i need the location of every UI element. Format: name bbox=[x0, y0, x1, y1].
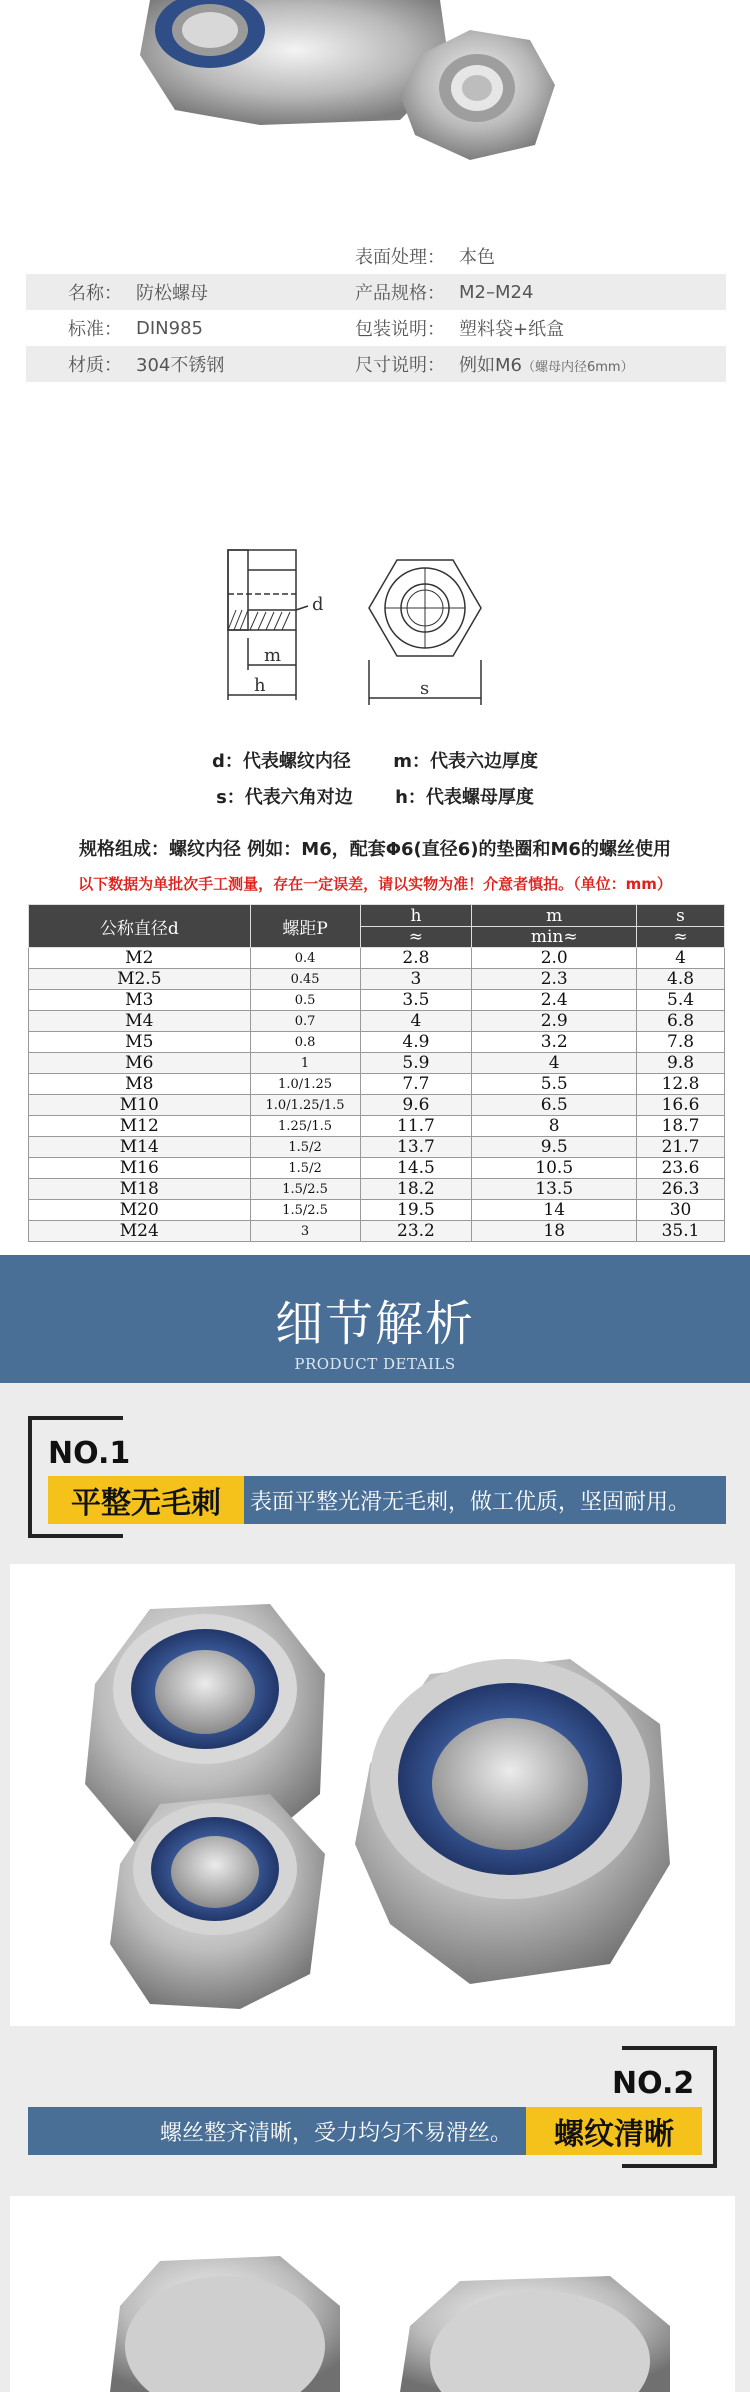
dimension-diagram bbox=[200, 530, 560, 730]
spec-value: 304不锈钢 bbox=[136, 355, 225, 376]
cell-s: 6.8 bbox=[637, 1011, 725, 1032]
cell-m: 2.0 bbox=[472, 948, 637, 969]
spec-key: 包装说明： bbox=[355, 319, 445, 340]
table-row bbox=[29, 1095, 725, 1116]
header-m: m bbox=[472, 905, 637, 927]
spec-value-text: 本色 bbox=[459, 247, 495, 268]
header-s-sub: ≈ bbox=[637, 927, 725, 948]
cell-h: 5.9 bbox=[360, 1053, 472, 1074]
header-diameter: 公称直径d bbox=[29, 905, 251, 948]
cell-pitch: 0.7 bbox=[250, 1011, 360, 1032]
cell-m: 9.5 bbox=[472, 1137, 637, 1158]
spec-value: DIN985 bbox=[136, 317, 203, 339]
cell-h: 14.5 bbox=[360, 1158, 472, 1179]
spec-value-text: 塑料袋+纸盒 bbox=[459, 319, 565, 340]
cell-m: 8 bbox=[472, 1116, 637, 1137]
cell-h: 7.7 bbox=[360, 1074, 472, 1095]
spec-key: 材质： bbox=[68, 355, 122, 376]
cell-m: 3.2 bbox=[472, 1032, 637, 1053]
legend-h: h：代表螺母厚度 bbox=[395, 787, 534, 808]
table-row bbox=[29, 1158, 725, 1179]
spec-value bbox=[459, 282, 719, 303]
spec-value bbox=[459, 243, 719, 269]
diagram-label-h: h bbox=[254, 675, 266, 696]
legend-row-1 bbox=[0, 747, 750, 773]
legend-row-2 bbox=[0, 783, 750, 809]
spec-row bbox=[26, 238, 726, 274]
cell-h: 9.6 bbox=[360, 1095, 472, 1116]
no2-desc: 螺丝整齐清晰，受力均匀不易滑丝。 bbox=[28, 2107, 526, 2155]
cell-diameter: M2 bbox=[29, 948, 251, 969]
cell-m: 2.4 bbox=[472, 990, 637, 1011]
product-photo-top bbox=[0, 0, 750, 185]
measurement-warning: 以下数据为单批次手工测量，存在一定误差，请以实物为准！介意者慎拍。（单位：mm） bbox=[78, 875, 672, 893]
cell-h: 2.8 bbox=[360, 948, 472, 969]
diagram-label-m: m bbox=[264, 645, 282, 666]
cell-m: 14 bbox=[472, 1200, 637, 1221]
cell-m: 2.9 bbox=[472, 1011, 637, 1032]
cell-diameter: M4 bbox=[29, 1011, 251, 1032]
banner-subtitle: PRODUCT DETAILS bbox=[294, 1355, 456, 1373]
table-row bbox=[29, 1116, 725, 1137]
spec-value bbox=[459, 351, 719, 377]
cell-diameter: M16 bbox=[29, 1158, 251, 1179]
header-h-sub: ≈ bbox=[360, 927, 472, 948]
cell-diameter: M3 bbox=[29, 990, 251, 1011]
table-row bbox=[29, 969, 725, 990]
spec-value-text: 例如M6 bbox=[459, 355, 522, 376]
table-row bbox=[29, 1053, 725, 1074]
spec-composition-title: 规格组成：螺纹内径 例如：M6，配套Φ6(直径6)的垫圈和M6的螺丝使用 bbox=[79, 839, 671, 860]
cell-pitch: 0.5 bbox=[250, 990, 360, 1011]
cell-diameter: M6 bbox=[29, 1053, 251, 1074]
spec-key: 标准： bbox=[68, 319, 122, 340]
cell-pitch: 1.25/1.5 bbox=[250, 1116, 360, 1137]
cell-s: 16.6 bbox=[637, 1095, 725, 1116]
header-pitch: 螺距P bbox=[250, 905, 360, 948]
no1-desc: 表面平整光滑无毛刺，做工优质，坚固耐用。 bbox=[244, 1476, 726, 1524]
no2-tag: 螺纹清晰 bbox=[526, 2107, 702, 2155]
cell-pitch: 1.0/1.25/1.5 bbox=[250, 1095, 360, 1116]
cell-s: 26.3 bbox=[637, 1179, 725, 1200]
table-row bbox=[29, 1011, 725, 1032]
cell-s: 21.7 bbox=[637, 1137, 725, 1158]
dimension-table bbox=[28, 904, 725, 1242]
spec-row bbox=[26, 346, 726, 382]
spec-info-table bbox=[26, 238, 726, 382]
legend-s: s：代表六角对边 bbox=[216, 787, 353, 808]
cell-pitch: 1.5/2.5 bbox=[250, 1179, 360, 1200]
cell-s: 23.6 bbox=[637, 1158, 725, 1179]
table-row bbox=[29, 948, 725, 969]
spec-value: 防松螺母 bbox=[136, 283, 208, 304]
cell-m: 6.5 bbox=[472, 1095, 637, 1116]
cell-m: 18 bbox=[472, 1221, 637, 1242]
cell-diameter: M12 bbox=[29, 1116, 251, 1137]
spec-value-text: M2–M24 bbox=[459, 281, 534, 303]
table-row bbox=[29, 1221, 725, 1242]
cell-pitch: 3 bbox=[250, 1221, 360, 1242]
banner-title: 细节解析 bbox=[274, 1296, 475, 1352]
spec-key: 产品规格： bbox=[355, 283, 445, 304]
cell-m: 13.5 bbox=[472, 1179, 637, 1200]
cell-s: 12.8 bbox=[637, 1074, 725, 1095]
cell-diameter: M24 bbox=[29, 1221, 251, 1242]
spec-key: 名称： bbox=[68, 283, 122, 304]
cell-h: 4.9 bbox=[360, 1032, 472, 1053]
cell-pitch: 1.0/1.25 bbox=[250, 1074, 360, 1095]
cell-diameter: M2.5 bbox=[29, 969, 251, 990]
cell-h: 13.7 bbox=[360, 1137, 472, 1158]
cell-diameter: M20 bbox=[29, 1200, 251, 1221]
table-row bbox=[29, 1032, 725, 1053]
cell-s: 18.7 bbox=[637, 1116, 725, 1137]
no2-label: NO.2 bbox=[612, 2066, 695, 2101]
cell-s: 9.8 bbox=[637, 1053, 725, 1074]
cell-m: 5.5 bbox=[472, 1074, 637, 1095]
spec-key: 表面处理： bbox=[355, 247, 445, 268]
cell-pitch: 1 bbox=[250, 1053, 360, 1074]
cell-s: 30 bbox=[637, 1200, 725, 1221]
diagram-label-d: d bbox=[312, 594, 324, 615]
cell-pitch: 1.5/2 bbox=[250, 1137, 360, 1158]
cell-diameter: M5 bbox=[29, 1032, 251, 1053]
cell-diameter: M8 bbox=[29, 1074, 251, 1095]
product-photo-detail-1 bbox=[10, 1564, 735, 2026]
header-m-sub: min≈ bbox=[472, 927, 637, 948]
cell-pitch: 0.8 bbox=[250, 1032, 360, 1053]
legend-m: m：代表六边厚度 bbox=[393, 751, 538, 772]
cell-diameter: M14 bbox=[29, 1137, 251, 1158]
diagram-label-s: s bbox=[420, 678, 430, 699]
table-row bbox=[29, 1179, 725, 1200]
cell-diameter: M10 bbox=[29, 1095, 251, 1116]
table-row bbox=[29, 1137, 725, 1158]
cell-h: 3.5 bbox=[360, 990, 472, 1011]
cell-h: 11.7 bbox=[360, 1116, 472, 1137]
no1-label: NO.1 bbox=[48, 1436, 131, 1471]
spec-row bbox=[26, 310, 726, 346]
cell-h: 19.5 bbox=[360, 1200, 472, 1221]
cell-h: 4 bbox=[360, 1011, 472, 1032]
spec-value bbox=[459, 315, 719, 341]
header-h: h bbox=[360, 905, 472, 927]
legend-d: d：代表螺纹内径 bbox=[212, 751, 351, 772]
cell-s: 5.4 bbox=[637, 990, 725, 1011]
cell-m: 10.5 bbox=[472, 1158, 637, 1179]
cell-pitch: 1.5/2 bbox=[250, 1158, 360, 1179]
table-row bbox=[29, 990, 725, 1011]
cell-pitch: 0.45 bbox=[250, 969, 360, 990]
header-s: s bbox=[637, 905, 725, 927]
spec-note: （螺母内径6mm） bbox=[521, 360, 634, 375]
cell-s: 35.1 bbox=[637, 1221, 725, 1242]
cell-m: 4 bbox=[472, 1053, 637, 1074]
cell-diameter: M18 bbox=[29, 1179, 251, 1200]
cell-m: 2.3 bbox=[472, 969, 637, 990]
spec-key: 尺寸说明： bbox=[355, 355, 445, 376]
cell-s: 4 bbox=[637, 948, 725, 969]
cell-h: 23.2 bbox=[360, 1221, 472, 1242]
table-row bbox=[29, 1074, 725, 1095]
cell-s: 4.8 bbox=[637, 969, 725, 990]
product-photo-detail-2 bbox=[10, 2196, 735, 2392]
cell-s: 7.8 bbox=[637, 1032, 725, 1053]
cell-pitch: 1.5/2.5 bbox=[250, 1200, 360, 1221]
cell-h: 3 bbox=[360, 969, 472, 990]
no1-tag: 平整无毛刺 bbox=[48, 1476, 244, 1524]
table-row bbox=[29, 1200, 725, 1221]
cell-h: 18.2 bbox=[360, 1179, 472, 1200]
spec-row bbox=[26, 274, 726, 310]
cell-pitch: 0.4 bbox=[250, 948, 360, 969]
